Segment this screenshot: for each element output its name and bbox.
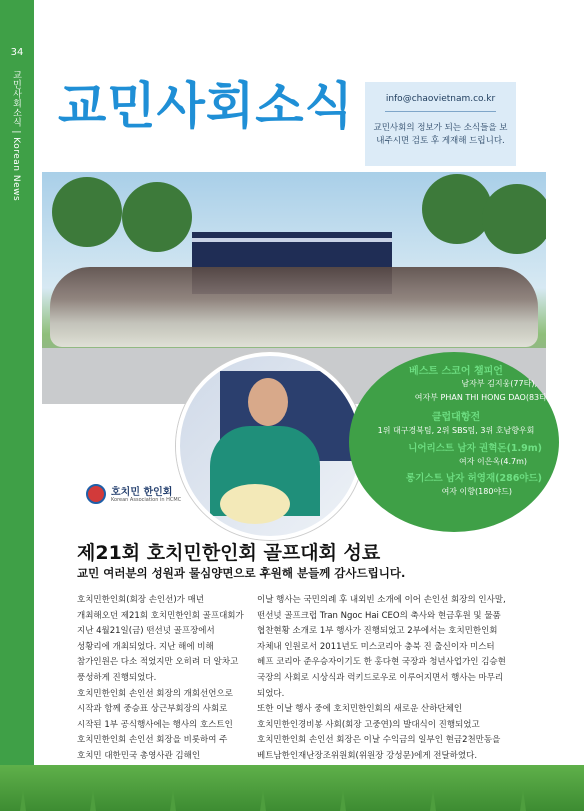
award-nearest-heading: 니어리스트 남자 권혁돈(1.9m): [408, 443, 542, 454]
page-number: 34: [10, 47, 24, 58]
palm-tree-left: [52, 177, 122, 247]
speaker-head: [248, 378, 288, 426]
award-club-ranking: 1위 대구경북팀, 2위 SBS팀, 3위 호남향우회: [377, 426, 535, 435]
grass-blade: [20, 789, 26, 811]
article-column-2: [257, 593, 512, 765]
award-best-score-men: 남자부 김지웅(77타),: [461, 379, 537, 388]
palm-tree-right-2: [482, 184, 546, 254]
flower-bouquet: [220, 484, 290, 524]
banner-title-strip: [192, 238, 392, 242]
palm-tree-right: [422, 174, 492, 244]
grass-blade: [170, 789, 176, 811]
page-title: 교민사회소식: [58, 77, 354, 135]
contact-divider: [385, 111, 496, 112]
article-paragraph: 또한 이날 행사 중에 호치민한인회의 새로운 산하단체인 호치민한인경비봉 사회(회장 고중연)의 발대식이 진행되었고 호치민한인회 손인선 회장은 이날 수익금의 일부인 현금2천만동을 베트남한인재난장조위원회(위원장 강성문)에게 전달하였다.: [257, 704, 501, 761]
award-longest-women: 여자 이향(180야드): [441, 487, 512, 496]
grass-blade: [90, 789, 96, 811]
award-nearest-women: 여자 이은옥(4.7m): [459, 457, 527, 466]
award-club-heading: 클럽대항전: [431, 412, 481, 423]
logo-subtitle: Korean Association in HCMC: [111, 497, 182, 503]
grass-blade: [260, 789, 266, 811]
grass-blade: [340, 789, 346, 811]
article-headline: 제21회 호치민한인회 골프대회 성료: [77, 542, 381, 564]
grass-blade: [430, 789, 436, 811]
participant-group: [50, 267, 538, 347]
speaker-portrait: [176, 352, 364, 540]
article-column-1: [77, 593, 247, 780]
logo-emblem-icon: [86, 484, 106, 504]
article-paragraph: 호치민한인회(회장 손인선)가 매년 개최해오던 제21회 호치민한인회 골프대회가 지난 4월21일(금) 떤선넛 골프장에서 성황리에 개최되었다. 지난 해에 비해 참가인원은 다소 적었지만 오히려 더 알차고 풍성하게 진행되었다.: [77, 595, 244, 683]
article-subheadline: 교민 여러분의 성원과 물심양면으로 후원해 분들께 감사드립니다.: [77, 566, 406, 580]
section-label: 교민사회소식 | Korean News: [11, 70, 21, 202]
article-paragraph: 호치민한인회 손인선 회장의 개회선언으로 시작과 함께 중승표 상근부회장의 사회로 시작된 1부 공식행사에는 행사의 호스트인 호치민한인회 손인선 회장을 비롯하여 주 호치민 대한민국 총영사관 김해인: [77, 688, 233, 761]
grass-footer: [0, 765, 584, 811]
palm-tree-left-2: [122, 182, 192, 252]
logo-name: 호치민 한인회: [111, 487, 173, 498]
award-best-score-heading: 베스트 스코어 챔피언: [409, 366, 503, 377]
contact-description: 교민사회의 정보가 되는 소식들을 보내주시면 검토 후 게재해 드립니다.: [373, 123, 508, 146]
association-logo: [86, 483, 186, 509]
grass-blade: [520, 789, 526, 811]
award-best-score-women: 여자부 PHAN THI HONG DAO(83타): [414, 393, 550, 402]
contact-email[interactable]: info@chaovietnam.co.kr: [385, 94, 496, 104]
article-paragraph: 이날 행사는 국민의례 후 내외빈 소개에 이어 손인선 회장의 인사말, 떤선넛 골프크럽 Tran Ngoc Hai CEO의 축사와 현금후원 및 물품 협찬현황 소개로 1부 행사가 진행되었고 2부에서는 호치민한인회 자체내 인원로서 2011년도 미스코리아 충북 진 출신이자 미스터 헤프 코리아 준우승자이기도 한 홍다현 국장과 청년사업가인 김승현 국장의 사회로 시상식과 럭키드로우로 이루어지면서 행사는 마무리 되었다.: [257, 595, 506, 699]
award-longest-heading: 롱기스트 남자 허영재(286야드): [405, 473, 542, 484]
sidebar: [0, 0, 34, 811]
contact-box: [365, 82, 516, 166]
